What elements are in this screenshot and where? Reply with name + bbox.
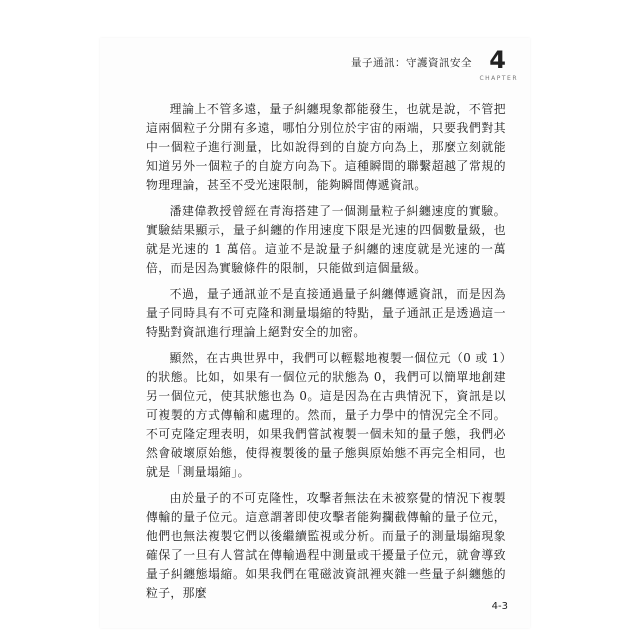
- paragraph: 由於量子的不可克隆性，攻擊者無法在未被察覺的情況下複製傳輸的量子位元。這意謂著即使攻擊者能夠攔截傳輸的量子位元，他們也無法複製它們以後繼續監視或分析。而量子的測量塌縮現象確保了一旦有人嘗試在傳輸過程中測量或干擾量子位元，就會導致量子糾纏態塌縮。如果我們在電磁波資訊裡夾雜一些量子糾纏態的粒子，那麼: [146, 491, 506, 600]
- paragraph: 不過，量子通訊並不是直接通過量子糾纏傳遞資訊，而是因為量子同時具有不可克隆和測量塌縮的特點，量子通訊正是透過這一特點對資訊進行理論上絕對安全的加密。: [146, 287, 506, 339]
- running-header: [100, 46, 530, 86]
- paragraph: 潘建偉教授曾經在青海搭建了一個測量粒子糾纏速度的實驗。實驗結果顯示，量子糾纏的作用速度下限是光速的四個數量級，也就是光速的 1 萬倍。這並不是說量子糾纏的速度就是光速的一萬倍，而是因為實驗條件的限制，只能做到這個量級。: [146, 204, 506, 275]
- paragraph: 理論上不管多遠，量子糾纏現象都能發生，也就是說，不管把這兩個粒子分開有多遠，哪怕分別位於宇宙的兩端，只要我們對其中一個粒子進行測量，比如說得到的自旋方向為上，那麼立刻就能知道另外一個粒子的自旋方向為下。這種瞬間的聯繫超越了常規的物理理論，甚至不受光速限制，能夠瞬間傳遞資訊。: [146, 102, 506, 192]
- body-text: [146, 100, 506, 610]
- chapter-title: 量子通訊：守護資訊安全: [351, 57, 472, 69]
- page-number: 4-3: [491, 601, 508, 612]
- chapter-number: 4: [489, 46, 506, 74]
- paragraph: 顯然，在古典世界中，我們可以輕鬆地複製一個位元（0 或 1）的狀態。比如，如果有一個位元的狀態為 0，我們可以簡單地創建另一個位元，使其狀態也為 0。這是因為在古典情況下，資訊是以可複製的方式傳輸和處理的。然而，量子力學中的情況完全不同。不可克隆定理表明，如果我們嘗試複製一個未知的量子態，我們必然會破壞原始態，使得複製後的量子態與原始態不再完全相同，也就是「測量塌縮」。: [146, 351, 506, 479]
- chapter-label: CHAPTER: [479, 75, 518, 82]
- book-page: [100, 38, 530, 628]
